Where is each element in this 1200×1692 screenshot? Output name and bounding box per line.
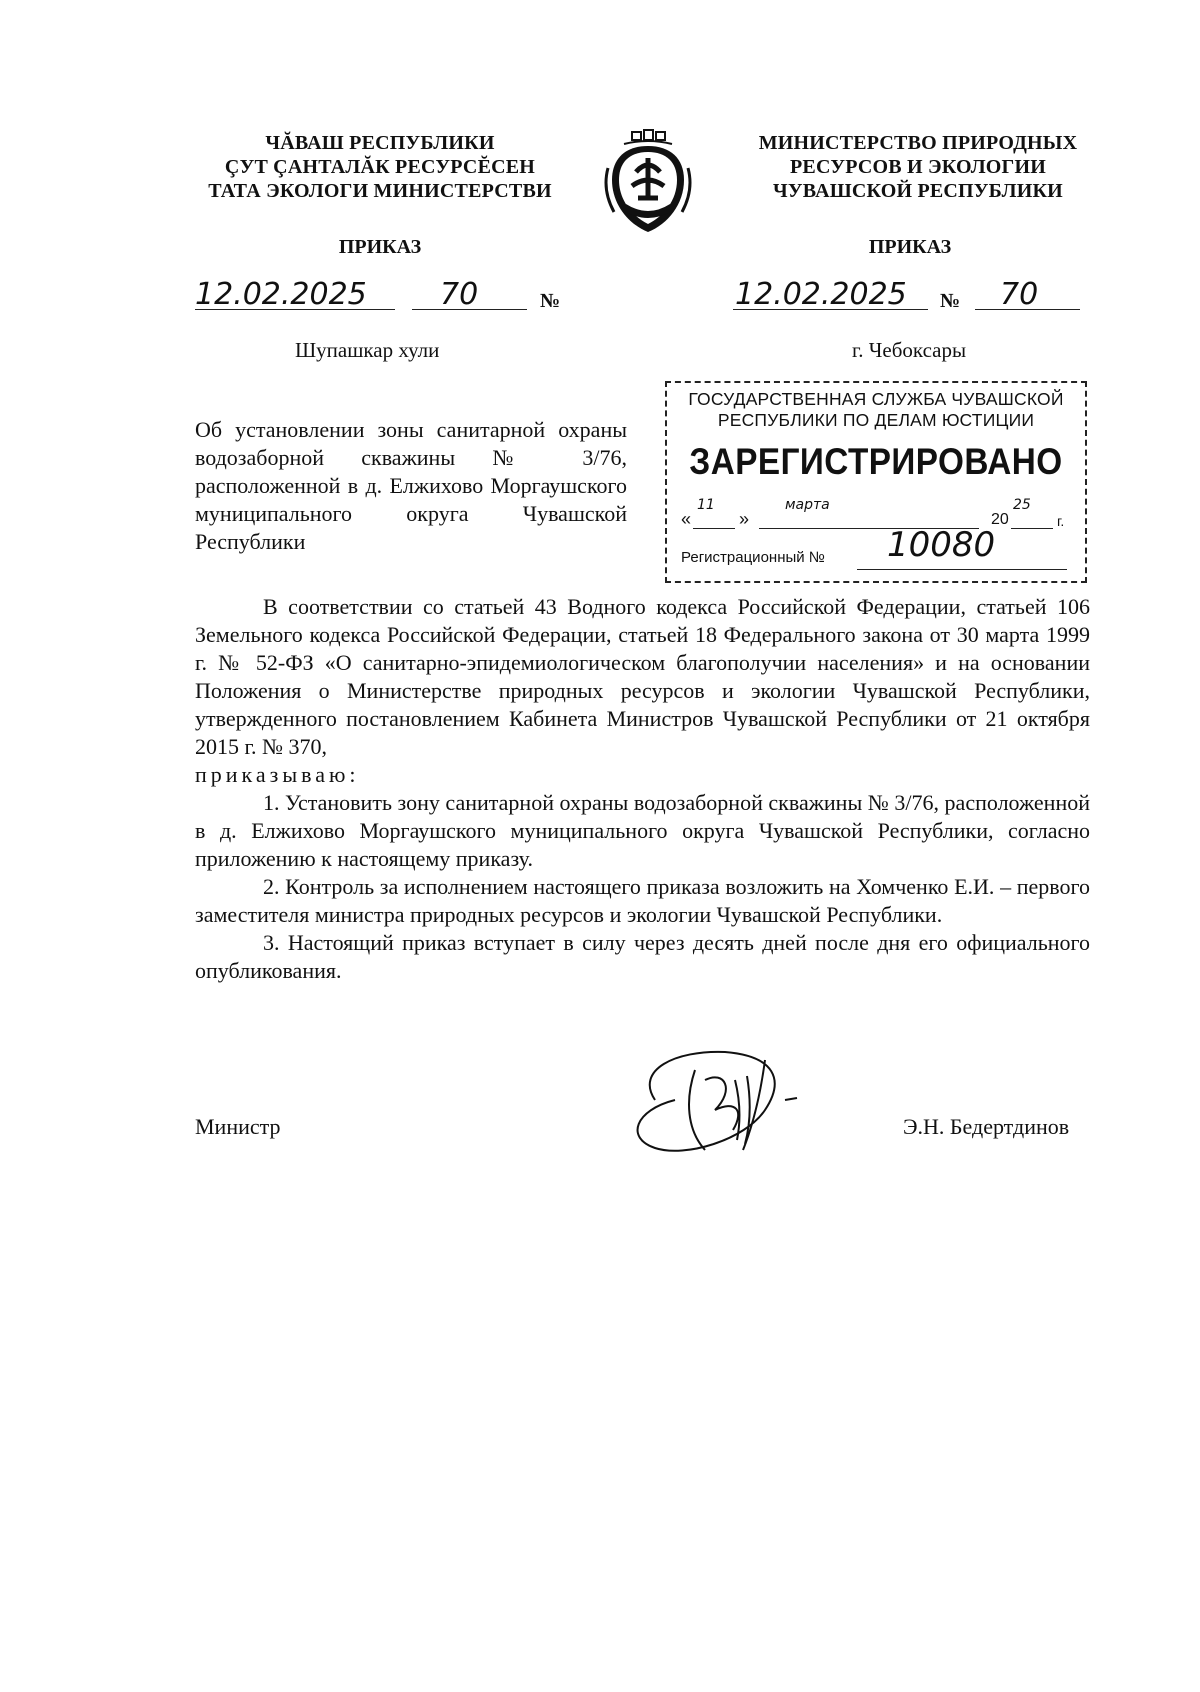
date-right-underline xyxy=(733,309,928,310)
registration-stamp xyxy=(665,381,1087,583)
header-left-line3: ТАТА ЭКОЛОГИ МИНИСТЕРСТВИ xyxy=(208,180,552,202)
number-right-underline xyxy=(975,309,1080,310)
stamp-quote-close: » xyxy=(739,509,750,529)
stamp-org-line2: РЕСПУБЛИКИ ПО ДЕЛАМ ЮСТИЦИИ xyxy=(717,410,1035,430)
doc-type-right: ПРИКАЗ xyxy=(868,236,952,258)
stamp-year-prefix: 20 xyxy=(991,511,1009,528)
header-right-line1: МИНИСТЕРСТВО ПРИРОДНЫХ xyxy=(758,132,1078,154)
header-left xyxy=(200,131,560,203)
header-right-line3: ЧУВАШСКОЙ РЕСПУБЛИКИ xyxy=(773,180,1063,202)
header-left-line1: ЧĂВАШ РЕСПУБЛИКИ xyxy=(265,132,495,154)
signer-position: Министр xyxy=(195,1114,281,1139)
number-left-underline xyxy=(412,309,527,310)
order-item-1: 1. Установить зону санитарной охраны водозаборной скважины № 3/76, расположенной в д. Елжихово Моргаушского муниципального округа Чувашской Республики, согласно приложению к настоящему приказу. xyxy=(195,790,1090,871)
stamp-org-line1: ГОСУДАРСТВЕННАЯ СЛУЖБА ЧУВАШСКОЙ xyxy=(688,389,1064,409)
stamp-reg-label: Регистрационный № xyxy=(681,549,825,566)
header-left-line2: ÇУТ ÇАНТАЛĂК РЕСУРСĔСЕН xyxy=(224,156,536,178)
order-item-3: 3. Настоящий приказ вступает в силу через десять дней после дня его официального опубликования. xyxy=(195,930,1090,983)
stamp-day-underline xyxy=(693,528,735,529)
number-sign-right: № xyxy=(940,290,961,312)
number-left-handwritten: 70 xyxy=(440,277,479,312)
handwritten-signature xyxy=(615,1040,805,1170)
header-right-line2: РЕСУРСОВ И ЭКОЛОГИИ xyxy=(790,156,1046,178)
stamp-month-handwritten: марта xyxy=(785,497,830,513)
coat-of-arms-emblem xyxy=(598,128,698,236)
stamp-quote-open: « xyxy=(681,509,692,529)
city-right: г. Чебоксары xyxy=(852,338,967,362)
stamp-title: ЗАРЕГИСТРИРОВАНО xyxy=(689,441,1063,482)
header-right xyxy=(728,131,1108,203)
stamp-reg-underline xyxy=(857,569,1067,570)
stamp-year-handwritten: 25 xyxy=(1013,497,1031,513)
document-subject: Об установлении зоны санитарной охраны водозаборной скважины № 3/76, расположенной в д. Елжихово Моргаушского муниципального округа Чувашской Республики xyxy=(195,417,627,554)
order-item-2: 2. Контроль за исполнением настоящего приказа возложить на Хомченко Е.И. – первого заместителя министра природных ресурсов и экологии Чувашской Республики. xyxy=(195,874,1090,927)
preamble-paragraph: В соответствии со статьей 43 Водного кодекса Российской Федерации, статьей 106 Земельного кодекса Российской Федерации, статьей 18 Федерального закона от 30 марта 1999 г. № 52-ФЗ «О санитарно-эпидемиологическом благополучии населения» и на основании Положения о Министерстве природных ресурсов и экологии Чувашской Республики, утвержденного постановлением Кабинета Министров Чувашской Республики от 21 октября 2015 г. № 370, xyxy=(195,594,1090,759)
date-left-underline xyxy=(195,309,395,310)
stamp-year-underline xyxy=(1011,528,1053,529)
stamp-reg-number-handwritten: 10080 xyxy=(887,525,996,565)
doc-type-left: ПРИКАЗ xyxy=(338,236,422,258)
number-right-handwritten: 70 xyxy=(1000,277,1039,312)
document-body xyxy=(195,593,1090,985)
date-right-handwritten: 12.02.2025 xyxy=(735,277,907,312)
city-left: Шупашкар хули xyxy=(295,338,440,362)
date-left-handwritten: 12.02.2025 xyxy=(195,277,367,312)
number-sign-left: № xyxy=(540,290,561,312)
order-word: приказываю: xyxy=(195,762,360,787)
stamp-year-suffix: г. xyxy=(1057,513,1065,529)
stamp-day-handwritten: 11 xyxy=(697,497,715,513)
signer-name: Э.Н. Бедертдинов xyxy=(903,1114,1070,1139)
